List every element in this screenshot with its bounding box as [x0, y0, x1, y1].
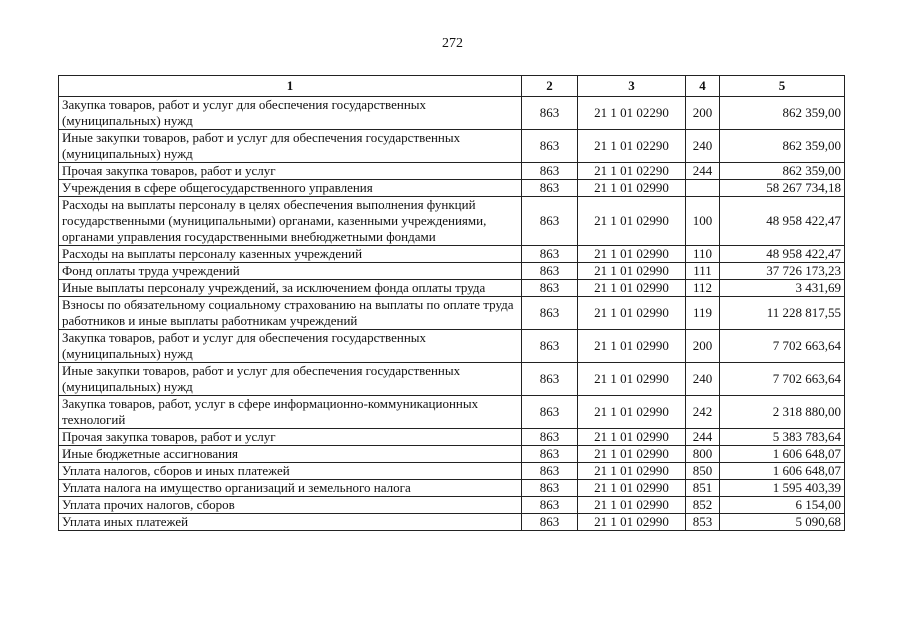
row-vr-cell — [686, 180, 720, 197]
row-name-cell: Прочая закупка товаров, работ и услуг — [59, 429, 522, 446]
row-sum-cell: 1 595 403,39 — [720, 480, 845, 497]
row-sum-cell: 5 383 783,64 — [720, 429, 845, 446]
row-code-cell: 21 1 01 02990 — [578, 514, 686, 531]
table-row — [59, 446, 845, 463]
row-vr-cell: 200 — [686, 97, 720, 130]
row-gr-cell: 863 — [522, 497, 578, 514]
row-gr-cell: 863 — [522, 297, 578, 330]
table-row — [59, 197, 845, 246]
row-gr-cell: 863 — [522, 197, 578, 246]
row-vr-cell: 240 — [686, 363, 720, 396]
table-row — [59, 263, 845, 280]
row-sum-cell: 3 431,69 — [720, 280, 845, 297]
row-code-cell: 21 1 01 02990 — [578, 197, 686, 246]
table-row — [59, 130, 845, 163]
header-cell: 2 — [522, 76, 578, 97]
row-name-cell: Закупка товаров, работ и услуг для обеспечения государственных (муниципальных) нужд — [59, 97, 522, 130]
row-sum-cell: 37 726 173,23 — [720, 263, 845, 280]
row-vr-cell: 850 — [686, 463, 720, 480]
row-vr-cell: 110 — [686, 246, 720, 263]
row-vr-cell: 853 — [686, 514, 720, 531]
row-name-cell: Иные выплаты персоналу учреждений, за исключением фонда оплаты труда — [59, 280, 522, 297]
row-name-cell: Закупка товаров, работ, услуг в сфере информационно-коммуникационных технологий — [59, 396, 522, 429]
row-vr-cell: 851 — [686, 480, 720, 497]
row-name-cell: Фонд оплаты труда учреждений — [59, 263, 522, 280]
row-sum-cell: 7 702 663,64 — [720, 363, 845, 396]
budget-table — [58, 75, 845, 531]
row-sum-cell: 48 958 422,47 — [720, 197, 845, 246]
row-code-cell: 21 1 01 02990 — [578, 330, 686, 363]
row-vr-cell: 244 — [686, 163, 720, 180]
row-code-cell: 21 1 01 02990 — [578, 297, 686, 330]
row-code-cell: 21 1 01 02290 — [578, 130, 686, 163]
row-gr-cell: 863 — [522, 263, 578, 280]
table-row — [59, 463, 845, 480]
row-code-cell: 21 1 01 02990 — [578, 463, 686, 480]
row-name-cell: Закупка товаров, работ и услуг для обеспечения государственных (муниципальных) нужд — [59, 330, 522, 363]
row-sum-cell: 11 228 817,55 — [720, 297, 845, 330]
row-gr-cell: 863 — [522, 180, 578, 197]
header-row — [59, 76, 845, 97]
row-gr-cell: 863 — [522, 280, 578, 297]
row-gr-cell: 863 — [522, 97, 578, 130]
table-row — [59, 363, 845, 396]
row-code-cell: 21 1 01 02990 — [578, 446, 686, 463]
table-row — [59, 246, 845, 263]
row-gr-cell: 863 — [522, 163, 578, 180]
page-number: 272 — [442, 36, 463, 51]
table-row — [59, 97, 845, 130]
row-code-cell: 21 1 01 02290 — [578, 97, 686, 130]
row-gr-cell: 863 — [522, 480, 578, 497]
row-vr-cell: 800 — [686, 446, 720, 463]
row-code-cell: 21 1 01 02990 — [578, 263, 686, 280]
row-code-cell: 21 1 01 02290 — [578, 163, 686, 180]
row-code-cell: 21 1 01 02990 — [578, 396, 686, 429]
table-row — [59, 280, 845, 297]
row-name-cell: Иные закупки товаров, работ и услуг для обеспечения государственных (муниципальных) нужд — [59, 130, 522, 163]
row-sum-cell: 2 318 880,00 — [720, 396, 845, 429]
row-sum-cell: 1 606 648,07 — [720, 463, 845, 480]
row-sum-cell: 58 267 734,18 — [720, 180, 845, 197]
row-gr-cell: 863 — [522, 514, 578, 531]
table-row — [59, 180, 845, 197]
row-vr-cell: 200 — [686, 330, 720, 363]
row-code-cell: 21 1 01 02990 — [578, 180, 686, 197]
row-code-cell: 21 1 01 02990 — [578, 480, 686, 497]
row-name-cell: Прочая закупка товаров, работ и услуг — [59, 163, 522, 180]
row-code-cell: 21 1 01 02990 — [578, 429, 686, 446]
row-name-cell: Уплата прочих налогов, сборов — [59, 497, 522, 514]
table-row — [59, 497, 845, 514]
row-gr-cell: 863 — [522, 330, 578, 363]
row-name-cell: Уплата налогов, сборов и иных платежей — [59, 463, 522, 480]
row-gr-cell: 863 — [522, 429, 578, 446]
row-name-cell: Иные бюджетные ассигнования — [59, 446, 522, 463]
row-sum-cell: 862 359,00 — [720, 163, 845, 180]
table-row — [59, 429, 845, 446]
table-row — [59, 396, 845, 429]
row-name-cell: Иные закупки товаров, работ и услуг для обеспечения государственных (муниципальных) нужд — [59, 363, 522, 396]
row-name-cell: Взносы по обязательному социальному страхованию на выплаты по оплате труда работников и иные выплаты работникам учреждений — [59, 297, 522, 330]
row-gr-cell: 863 — [522, 396, 578, 429]
row-vr-cell: 112 — [686, 280, 720, 297]
row-gr-cell: 863 — [522, 130, 578, 163]
row-gr-cell: 863 — [522, 446, 578, 463]
row-vr-cell: 240 — [686, 130, 720, 163]
row-vr-cell: 119 — [686, 297, 720, 330]
row-code-cell: 21 1 01 02990 — [578, 246, 686, 263]
header-cell: 1 — [59, 76, 522, 97]
row-gr-cell: 863 — [522, 363, 578, 396]
header-cell: 4 — [686, 76, 720, 97]
row-vr-cell: 852 — [686, 497, 720, 514]
table-row — [59, 514, 845, 531]
row-vr-cell: 242 — [686, 396, 720, 429]
header-cell: 5 — [720, 76, 845, 97]
row-name-cell: Уплата налога на имущество организаций и земельного налога — [59, 480, 522, 497]
row-name-cell: Расходы на выплаты персоналу в целях обеспечения выполнения функций государственными (муниципальными) органами, казенными учреждениями, органами управления государственными внебюджетными фондами — [59, 197, 522, 246]
row-code-cell: 21 1 01 02990 — [578, 497, 686, 514]
row-sum-cell: 1 606 648,07 — [720, 446, 845, 463]
table-row — [59, 163, 845, 180]
row-vr-cell: 244 — [686, 429, 720, 446]
table-row — [59, 297, 845, 330]
row-sum-cell: 862 359,00 — [720, 130, 845, 163]
row-name-cell: Учреждения в сфере общегосударственного управления — [59, 180, 522, 197]
row-sum-cell: 5 090,68 — [720, 514, 845, 531]
row-name-cell: Уплата иных платежей — [59, 514, 522, 531]
table-row — [59, 330, 845, 363]
row-sum-cell: 48 958 422,47 — [720, 246, 845, 263]
header-cell: 3 — [578, 76, 686, 97]
row-name-cell: Расходы на выплаты персоналу казенных учреждений — [59, 246, 522, 263]
row-sum-cell: 7 702 663,64 — [720, 330, 845, 363]
row-code-cell: 21 1 01 02990 — [578, 363, 686, 396]
table-body — [59, 97, 845, 531]
row-code-cell: 21 1 01 02990 — [578, 280, 686, 297]
row-sum-cell: 862 359,00 — [720, 97, 845, 130]
row-gr-cell: 863 — [522, 463, 578, 480]
row-gr-cell: 863 — [522, 246, 578, 263]
row-vr-cell: 100 — [686, 197, 720, 246]
row-vr-cell: 111 — [686, 263, 720, 280]
row-sum-cell: 6 154,00 — [720, 497, 845, 514]
table-row — [59, 480, 845, 497]
